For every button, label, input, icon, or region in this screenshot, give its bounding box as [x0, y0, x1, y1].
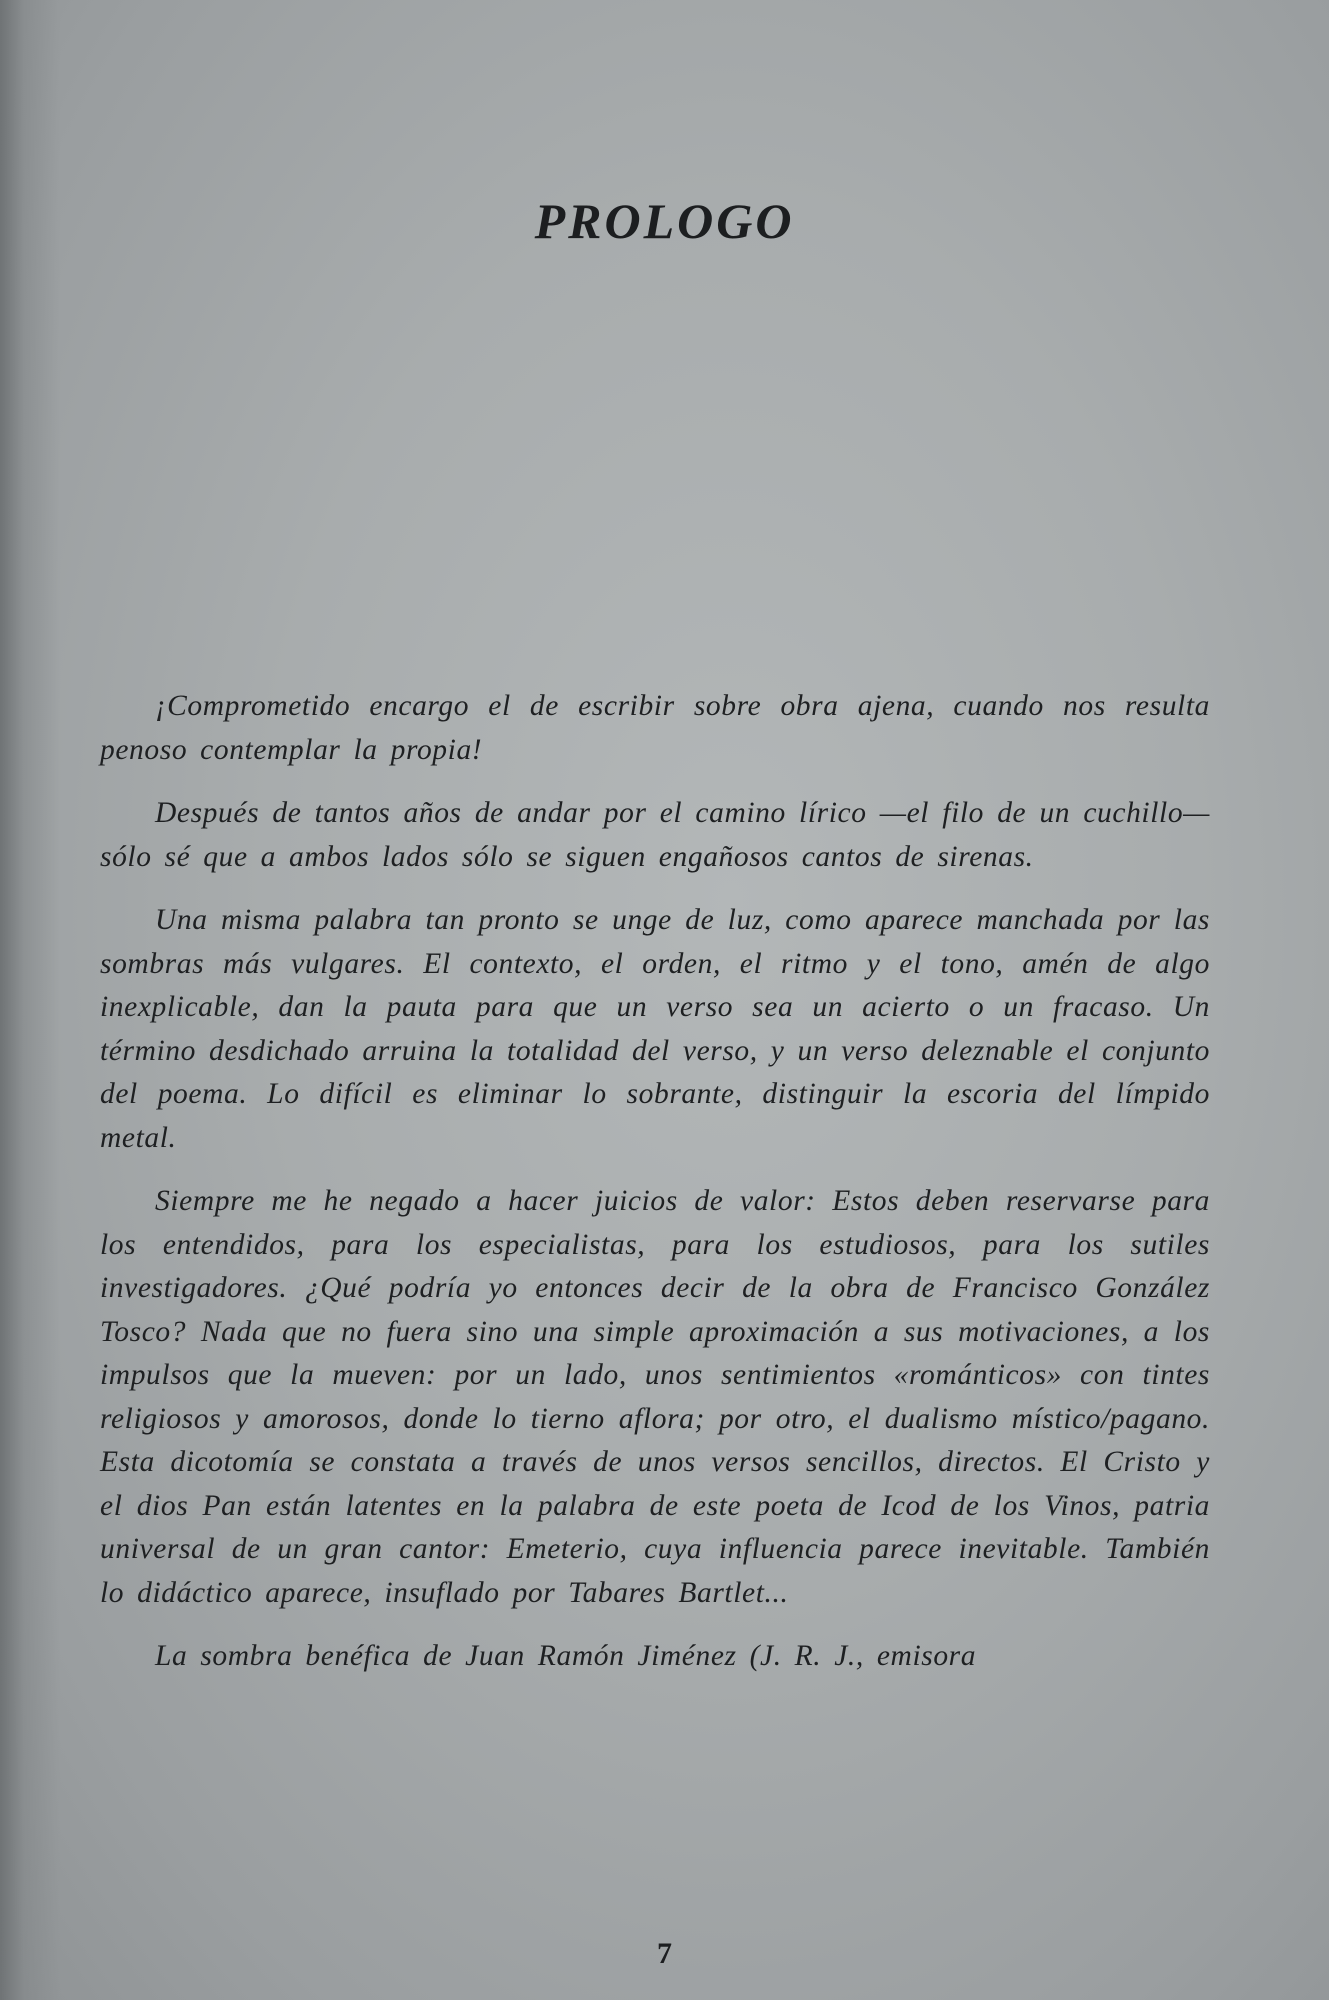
paragraph-3: Una misma palabra tan pronto se unge de luz, como aparece manchada por las sombras más vulgares. El contexto, el orden, el ritmo y el tono, amén de algo inexplicable, dan la pauta para que un verso sea un acierto o un fracaso. Un término desdichado arruina la totalidad del verso, y un verso deleznable el conjunto del poema. Lo difícil es eliminar lo sobrante, distinguir la escoria del límpido metal. [100, 904, 1210, 1154]
prologue-body [100, 685, 1210, 1699]
paragraph-4: Siempre me he negado a hacer juicios de valor: Estos deben reservarse para los entendidos, para los especialistas, para los estudiosos, para los sutiles investigadores. ¿Qué podría yo entonces decir de la obra de Francisco González Tosco? Nada que no fuera sino una simple aproximación a sus motivaciones, a los impulsos que la mueven: por un lado, unos sentimientos «románticos» con tintes religiosos y amorosos, donde lo tierno aflora; por otro, el dualismo místico/pagano. Esta dicotomía se constata a través de unos versos sencillos, directos. El Cristo y el dios Pan están latentes en la palabra de este poeta de Icod de los Vinos, patria universal de un gran cantor: Emeterio, cuya influencia parece inevitable. También lo didáctico aparece, insuflado por Tabares Bartlet... [100, 1185, 1210, 1609]
page-number: 7 [657, 1937, 672, 1970]
paragraph-5: La sombra benéfica de Juan Ramón Jiménez (J. R. J., emisora [155, 1640, 977, 1672]
paragraph-2: Después de tantos años de andar por el camino lírico —el filo de un cuchillo— sólo sé que a ambos lados sólo se siguen engañosos cantos de sirenas. [100, 797, 1210, 873]
gutter-shadow [0, 0, 60, 2000]
paragraph-1: ¡Comprometido encargo el de escribir sobre obra ajena, cuando nos resulta penoso contemplar la propia! [100, 690, 1210, 766]
page-title: PROLOGO [534, 193, 795, 249]
